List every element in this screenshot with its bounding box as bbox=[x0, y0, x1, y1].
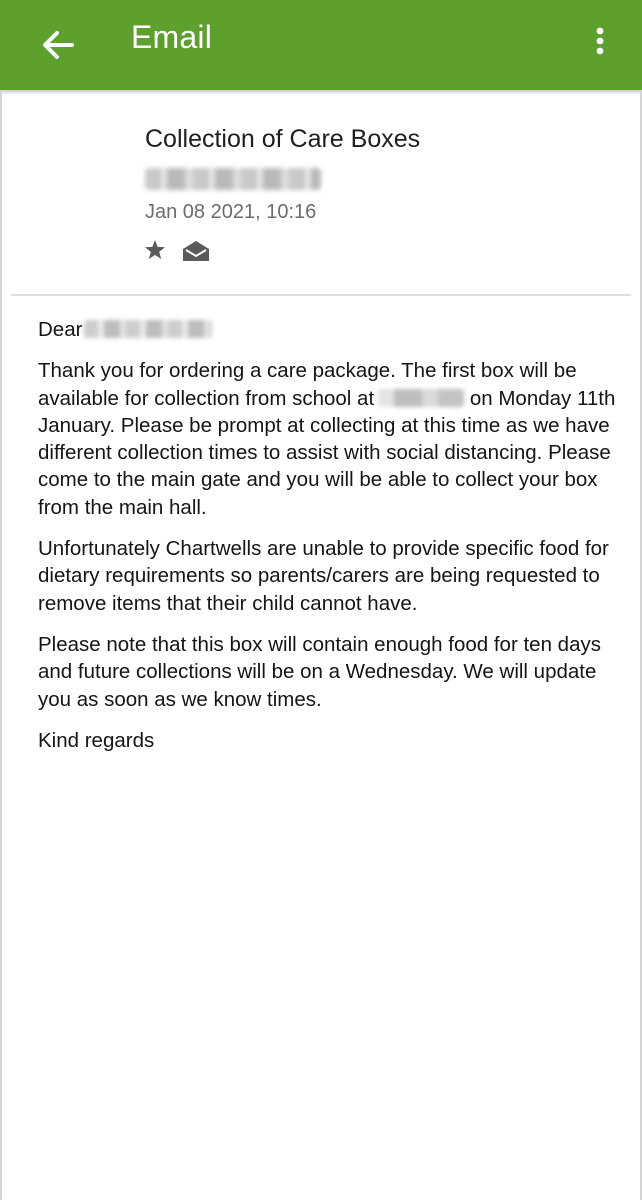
recipient-name-redacted bbox=[84, 320, 212, 338]
email-subject: Collection of Care Boxes bbox=[145, 125, 421, 153]
arrow-left-icon bbox=[41, 30, 75, 60]
star-icon bbox=[143, 238, 167, 262]
email-date: Jan 08 2021, 10:16 bbox=[145, 201, 317, 223]
back-button[interactable] bbox=[30, 20, 86, 70]
body-paragraph: Please note that this box will contain enough food for ten days and future collections will be on a Wednesday. We will update you as soon as we know times. bbox=[38, 632, 601, 711]
app-bar-title: Email bbox=[131, 19, 213, 55]
envelope-open-icon bbox=[181, 239, 211, 263]
body-paragraph: Unfortunately Chartwells are unable to provide specific food for dietary requirements so parents/carers are being requested to remove items that their child cannot have. bbox=[38, 537, 609, 615]
collection-time-redacted bbox=[378, 389, 464, 407]
mark-read-button[interactable] bbox=[181, 239, 211, 263]
greeting-line bbox=[38, 316, 618, 343]
paragraph-1-start: Thank you for ordering a care package. The first box will be available for collection from school at bbox=[38, 359, 577, 410]
body-paragraph bbox=[38, 357, 618, 521]
paragraph-1-end: on Monday 11th January. Please be prompt at collecting at this time as we have different collection times to assist with social distancing. Please come to the main gate and you will be able to collect your box from the main hall. bbox=[38, 386, 616, 519]
greeting-text: Dear bbox=[38, 318, 83, 341]
closing-line: Kind regards bbox=[38, 728, 155, 752]
sender-redacted bbox=[145, 168, 321, 190]
app-bar bbox=[0, 0, 642, 90]
more-options-button[interactable] bbox=[580, 18, 620, 64]
header-divider bbox=[11, 294, 631, 296]
left-border bbox=[0, 90, 2, 1200]
star-button[interactable] bbox=[143, 238, 167, 262]
email-body bbox=[38, 316, 618, 768]
more-vertical-icon bbox=[595, 26, 605, 56]
